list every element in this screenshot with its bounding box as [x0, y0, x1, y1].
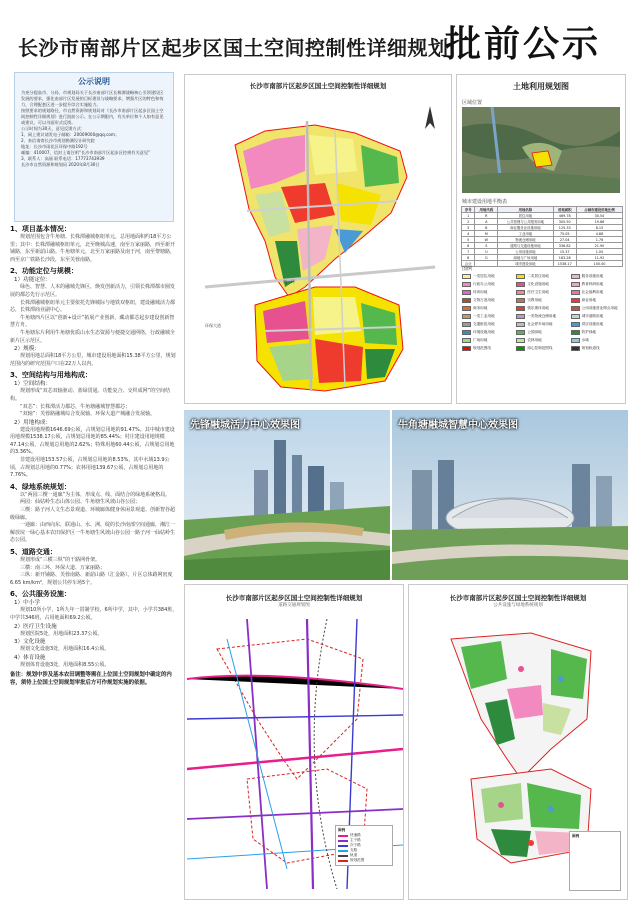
legend-item: [462, 345, 513, 352]
notice-paragraph: 长沙市自然资源和规划局 2020年8月30日: [21, 162, 100, 167]
notice-box: [14, 72, 174, 222]
legend-label: 商业用地: [581, 298, 597, 302]
section-subheading: 2）医疗卫生设施: [14, 623, 57, 630]
legend-item: [516, 313, 567, 320]
table-cell: 3: [462, 225, 475, 231]
legend-label: 宗教用地: [527, 298, 542, 302]
legend-item: [516, 297, 567, 304]
road-legend-label: 次干路: [350, 843, 361, 847]
legend-swatch: [462, 338, 471, 343]
legend-label: 城市道路用地: [581, 314, 604, 318]
legend-swatch: [571, 330, 580, 335]
legend-item: [571, 297, 622, 304]
legend-label: 文物古迹用地: [473, 298, 495, 302]
table-cell: 27.04: [553, 237, 576, 243]
legend-item: [571, 305, 622, 312]
road-legend-items: [338, 833, 390, 863]
section-subheading: 2）用地构成：: [14, 419, 52, 426]
render-right: [392, 410, 628, 580]
land-balance-table: [461, 206, 623, 267]
table-cell: 30.54: [576, 213, 622, 219]
legend-item: [516, 273, 567, 280]
render-left: [184, 410, 390, 580]
road-legend-item: [338, 858, 390, 863]
legend-item: [516, 321, 567, 328]
table-row: [462, 261, 623, 267]
public-plan-subtitle: 公共设施与绿地系统规划: [493, 603, 543, 608]
table-cell: 6: [462, 243, 475, 249]
road-legend-swatch: [338, 855, 348, 857]
legend-item: [462, 337, 513, 344]
legend-label: 体育用地: [473, 290, 488, 294]
sections-list: [10, 225, 178, 669]
legend-swatch: [516, 274, 525, 279]
section-subheading: 1）中小学: [14, 600, 40, 607]
legend-item: [571, 313, 622, 320]
section-paragraph: 规划医院5处，用地面积23.37公顷。: [20, 630, 103, 637]
legend-item: [571, 281, 622, 288]
public-legend-title: 图例: [572, 834, 580, 838]
render-right-image: [392, 410, 628, 580]
notice-paragraph: 1、网上建议请发电子邮箱：20009000@qq.com；: [21, 132, 120, 137]
legend-swatch: [571, 298, 580, 303]
main-plan-panel: [184, 74, 452, 404]
legend-item: [516, 329, 567, 336]
legend-swatch: [516, 338, 525, 343]
legend-item: [571, 321, 622, 328]
table-cell: 4: [462, 231, 475, 237]
legend-swatch: [462, 314, 471, 319]
section-paragraph: 以“两园三楔一通廊”为主体，形成点、线、面结合的绿地系统格局。: [20, 491, 171, 498]
table-header-cell: 用地面积: [553, 207, 576, 213]
section-paragraph: 规划范围包含牛角塘、长株潭融城枢纽单元，总用地面积约18平方公里；其中：长株潭融城枢纽单元，北至晚城高速，南至万家丽路，西至新开铺路，东至新韶山路。牛角塘单元，北至万家丽路及南于河，南至黎塘路，西至京广铁路长沙段，东至芙蓉南路。: [10, 234, 176, 263]
table-header-cell: 占城市建设用地比例: [576, 207, 622, 213]
notice-paragraph: 邮编：410007，信封上请注明“长沙市南部片区起步区控规有关意见”: [21, 150, 151, 155]
legend-swatch: [516, 306, 525, 311]
table-title: 城市建设用地平衡表: [462, 199, 508, 205]
legend-item: [462, 305, 513, 312]
road-legend-swatch: [338, 845, 348, 847]
legend-label: 防护绿地: [581, 330, 597, 334]
table-cell: 居住用地: [498, 213, 553, 219]
legend-swatch: [571, 322, 580, 327]
land-use-panel: [456, 74, 626, 404]
section-paragraph: 规划10所小学，1所九年一贯制学校，6所中学，其中，小学共384班，中学共346班，占用地面积69.2公顷。: [10, 607, 178, 621]
road-plan-panel: [184, 584, 404, 900]
legend-label: 一类物流仓储用地: [527, 314, 557, 318]
table-cell: 道路与交通设施用地: [498, 243, 553, 249]
notice-title: 公示说明: [78, 77, 110, 86]
legend-swatch: [516, 298, 525, 303]
legend-item: [571, 345, 622, 352]
legend-item: [571, 329, 622, 336]
public-plan-panel: [408, 584, 628, 900]
legend-label: 社会福利用地: [581, 290, 604, 294]
table-cell: 8.15: [576, 225, 622, 231]
notice-paragraph: 按照要求的规划路径，市自然资源和规划局对《长沙市南部片区起步区国土空间控制性详细规划》进行批前公示。在公示期限内，有关单位和个人如有意见或建议，可以书面形式反馈。: [21, 108, 164, 125]
legend-swatch: [462, 274, 471, 279]
public-plan-title: 长沙市南部片区起步区国土空间控制性详细规划: [449, 594, 587, 602]
legend-item: [571, 337, 622, 344]
table-cell: 公共管理与公共服务用地: [498, 219, 553, 225]
table-cell: 8: [462, 255, 475, 261]
legend-label: 农林用地: [527, 338, 542, 342]
table-cell: 合计: [462, 261, 475, 267]
legend-swatch: [516, 290, 525, 295]
table-cell: B: [475, 225, 498, 231]
legend-item: [462, 313, 513, 320]
table-cell: M: [475, 231, 498, 237]
table-cell: 469.78: [553, 213, 576, 219]
legend-label: 交通枢纽用地: [473, 322, 495, 326]
legend-label: 公用设施营业网点用地: [581, 306, 618, 310]
section-subheading: 1）空间结构：: [14, 381, 52, 388]
legend-label: 绿心控制范围线: [527, 346, 553, 350]
table-cell: [475, 261, 498, 267]
table-cell: 2: [462, 219, 475, 225]
legend-item: [516, 281, 567, 288]
table-cell: 7: [462, 249, 475, 255]
section-subheading: 1）功能定位：: [14, 277, 52, 284]
legend-label: 一类居住用地: [473, 274, 495, 278]
legend-item: [462, 329, 513, 336]
section-heading: 1、项目基本情况：: [10, 225, 71, 233]
section-paragraph: 长株潭融城枢纽单元主要依托先锋城际与地铁双枢纽，建设融城活力都芯，长株潭商业副中心。: [10, 299, 176, 314]
road-legend-label: 快速路: [350, 833, 361, 837]
header: [0, 0, 640, 70]
legend-swatch: [516, 346, 525, 351]
location-map: [462, 107, 620, 193]
table-cell: 物流仓储用地: [498, 237, 553, 243]
table-cell: 11.92: [576, 255, 622, 261]
legend-label: 规划范围线: [473, 346, 491, 350]
main-plan-title: 长沙市南部片区起步区国土空间控制性详细规划: [249, 82, 387, 90]
section-paragraph: 一通廊：由西向东，联通山、水、洲、绽的长沙南部空间通廊，湘江一解放垸一绿心基本农田保护区一牛角塘生风坡山谷公园一路子河一仙姑岭生态公园。: [10, 522, 176, 544]
legend-item: [462, 289, 513, 296]
table-cell: 1: [462, 213, 475, 219]
legend-swatch: [571, 290, 580, 295]
legend-swatch: [516, 314, 525, 319]
road-legend-label: 轨道: [350, 853, 358, 857]
table-cell: 305.50: [553, 219, 576, 225]
render-left-image: [184, 410, 390, 580]
land-use-title: 土地利用规划图: [513, 82, 569, 91]
legend-label: 供应设施用地: [581, 322, 604, 326]
road-legend-swatch: [338, 850, 348, 852]
road-legend-swatch: [338, 840, 348, 842]
section-subheading: 4）体育设施: [14, 654, 46, 661]
table-cell: 4.88: [576, 231, 622, 237]
table-cell: R: [475, 213, 498, 219]
section-paragraph: 三楔：路子河人文生态景观道、环城廊体健身休闲景观道、创新智谷超级绿廊。: [10, 507, 176, 521]
section-paragraph: 牛角塘东片利用牛角塘优质山水生态资源与便捷交通网络，行政融城全新片区示范区。: [10, 329, 176, 344]
table-cell: 1.00: [576, 249, 622, 255]
road-legend-label: 主干路: [350, 838, 361, 842]
legend-label: 文化设施用地: [527, 282, 549, 286]
table-cell: 公用设施用地: [498, 249, 553, 255]
section-paragraph: “双轴”：芙蓉路融城综合发展轴、环保大道产城融合发展轴。: [20, 411, 156, 418]
road-plan-title: 长沙市南部片区起步区国土空间控制性详细规划: [225, 594, 363, 602]
section-heading: 3、空间结构与用地构成：: [10, 371, 92, 380]
legend-swatch: [462, 306, 471, 311]
legend-swatch: [571, 314, 580, 319]
section-paragraph: 规划形成“双芯双轴驱动、蓝绿贯通、功能复合、交织成网”的空间结构。: [10, 388, 171, 402]
render-left-title: 先锋融城活力中心效果图: [190, 420, 300, 431]
table-header-cell: 序号: [462, 207, 475, 213]
table-cell: 336.82: [553, 243, 576, 249]
land-use-legend: [462, 273, 622, 352]
legend-label: 商务用地: [473, 306, 488, 310]
section-heading: 4、绿地系统规划：: [10, 482, 71, 491]
legend-swatch: [571, 282, 580, 287]
road-label-south-ring: 南三环: [283, 279, 295, 284]
legend-swatch: [571, 338, 580, 343]
legend-label: 广场用地: [473, 338, 488, 342]
section-subheading: 2）规模：: [14, 346, 40, 353]
section-paragraph: 建设用地规模1646.69公顷，占规划总用地的91.47%。其中城市建设用地规模1538.17公顷，占规划总用地的85.44%；村庄建设用地规模47.14公顷，占规划总用地的2.62%；特殊用地60.44公顷，占规划总用地的3.36%。: [10, 426, 175, 456]
table-cell: U: [475, 249, 498, 255]
legend-swatch: [516, 330, 525, 335]
legend-label: 二类居住用地: [527, 274, 549, 278]
legend-label: 环境设施用地: [473, 330, 495, 334]
legend-swatch: [516, 282, 525, 287]
road-legend: [335, 825, 393, 866]
table-cell: G: [475, 255, 498, 261]
table-header-cell: 用地名称: [498, 207, 553, 213]
section-paragraph: 三纵：新开铺路、芙蓉南路、新韶山路（汇金路）。片区总体路网密度6.65 km/km²，规划公共停车场5个。: [10, 572, 173, 586]
legend-swatch: [571, 306, 580, 311]
legend-item: [462, 297, 513, 304]
section-heading: 6、公共服务设施：: [10, 590, 71, 599]
road-plan-subtitle: 道路交通规划图: [278, 603, 310, 608]
road-legend-swatch: [338, 835, 348, 837]
table-cell: A: [475, 219, 498, 225]
legend-label: 娱乐康体用地: [527, 306, 549, 310]
legend-swatch: [462, 290, 471, 295]
legend-swatch: [571, 346, 580, 351]
legend-label: 社会停车场用地: [527, 322, 553, 326]
table-header-cell: 用地代码: [475, 207, 498, 213]
table-cell: 1538.17: [553, 261, 576, 267]
table-cell: S: [475, 243, 498, 249]
table-cell: 183.28: [553, 255, 576, 261]
section-paragraph: 三横：南三环、环保大道、万家丽路；: [20, 564, 106, 571]
table-cell: 100.00: [576, 261, 622, 267]
legend-item: [516, 289, 567, 296]
legend-swatch: [462, 346, 471, 351]
legend-label: 医疗卫生用地: [527, 290, 549, 294]
land-use-map: [185, 91, 451, 401]
notice-paragraph: 3、联系人：高丽 联系电话：17773743939: [21, 156, 105, 161]
location-label: 区域位置: [462, 100, 483, 106]
table-cell: 工业用地: [498, 231, 553, 237]
section-paragraph: 非建设用地153.57公顷，占规划总用地的8.53%，其中水域13.9公顷，占规划总用地的0.77%；农林用地139.67公顷，占规划总用地的7.76%。: [10, 457, 170, 479]
legend-label: 公园绿地: [527, 330, 542, 334]
road-legend-label: 规划范围: [350, 858, 365, 862]
legend-title: 图例: [462, 266, 473, 272]
legend-swatch: [516, 322, 525, 327]
notice-paragraph: 公示时间为30天，意见反馈方式：: [21, 126, 85, 131]
table-cell: 城市建设用地: [498, 261, 553, 267]
road-label-huanbao: 环保大道: [205, 323, 221, 328]
legend-item: [462, 273, 513, 280]
legend-item: [516, 305, 567, 312]
legend-item: [462, 321, 513, 328]
legend-swatch: [462, 322, 471, 327]
document-title: 长沙市南部片区起步区国土空间控制性详细规划: [18, 36, 449, 60]
compass-icon: [421, 105, 439, 131]
notice-paragraph: 为充分提高市、分局、市规划局关于长沙南部片区长株潭战略核心引领建设区发展的要求，强化南部片区发展的目标建设与战略要求，增强片区的特色和效力，合理配套区进一步提升综合实施能力。: [21, 90, 164, 107]
table-cell: 15.37: [553, 249, 576, 255]
table-cell: 75.05: [553, 231, 576, 237]
section-paragraph: 规划文化设施3处，用地面积16.4公顷。: [20, 646, 110, 653]
section-subheading: 3）文化设施: [14, 639, 46, 646]
legend-label: 规划轨道线: [581, 346, 600, 350]
legend-item: [571, 289, 622, 296]
legend-item: [516, 337, 567, 344]
notice-paragraph: 地址：长沙市雨花区环保中路192号: [21, 144, 88, 149]
publicity-badge: 批前公示: [445, 23, 602, 65]
notice-paragraph: 2、来信请寄长沙市规划勘测设计研究院: [21, 138, 95, 143]
notice-body: [21, 90, 167, 168]
public-legend: [569, 831, 621, 891]
table-cell: 绿地与广场用地: [498, 255, 553, 261]
table-cell: 125.33: [553, 225, 576, 231]
section-heading: 5、道路交通：: [10, 548, 57, 556]
section-paragraph: 两园：仙姑岭生态山体公园、牛角塘生风坡山谷公园；: [20, 499, 141, 506]
project-description: [10, 222, 178, 902]
legend-swatch: [462, 298, 471, 303]
footnote: 备注：规划中涉及基本农田调整等需在上位国土空间规划中确定的内容，须待上位国土空间规划审批后方可作规划实施的依据。: [10, 672, 172, 687]
road-legend-swatch: [338, 860, 348, 862]
section-paragraph: 牛角塘西片区以“创新+设计”拓展产业创新，藏动都芯起步建设创新智慧方舟。: [10, 314, 175, 329]
legend-swatch: [462, 330, 471, 335]
section-paragraph: “双芯”：长株潭活力都芯，牛角塘融城智慧都芯；: [20, 403, 131, 410]
section-paragraph: 规划用地总面积18平方公里，城市建设用地面积15.38平方公里，规划范围内的研究范围户口在22万人以内。: [10, 353, 176, 367]
render-right-title: 牛角塘融城智慧中心效果图: [398, 420, 518, 431]
table-cell: 19.86: [576, 219, 622, 225]
table-cell: 21.90: [576, 243, 622, 249]
legend-label: 服务设施用地: [581, 274, 604, 278]
road-legend-title: 图例: [338, 828, 346, 832]
table-cell: 5: [462, 237, 475, 243]
legend-label: 水域: [581, 338, 589, 342]
legend-swatch: [462, 282, 471, 287]
table-cell: 商业服务业设施用地: [498, 225, 553, 231]
legend-item: [571, 273, 622, 280]
table-cell: W: [475, 237, 498, 243]
section-heading: 2、功能定位与规模：: [10, 267, 78, 276]
section-paragraph: 绿色、智慧、人本的融城先锋区，焕发创新活力，引领长株潭都市圈发展的都芯先行示范区。: [10, 284, 176, 298]
section-paragraph: 规划形成“三横三纵”的干路网骨架。: [20, 557, 101, 563]
road-legend-label: 支路: [350, 848, 358, 852]
legend-label: 一类工业用地: [473, 314, 495, 318]
legend-item: [516, 345, 567, 352]
table-cell: 1.76: [576, 237, 622, 243]
legend-label: 行政办公用地: [473, 282, 495, 286]
legend-label: 教育科研用地: [581, 282, 604, 286]
legend-item: [462, 281, 513, 288]
section-paragraph: 规划体育设施3处，用地面积8.55公顷。: [20, 661, 110, 668]
legend-swatch: [571, 274, 580, 279]
